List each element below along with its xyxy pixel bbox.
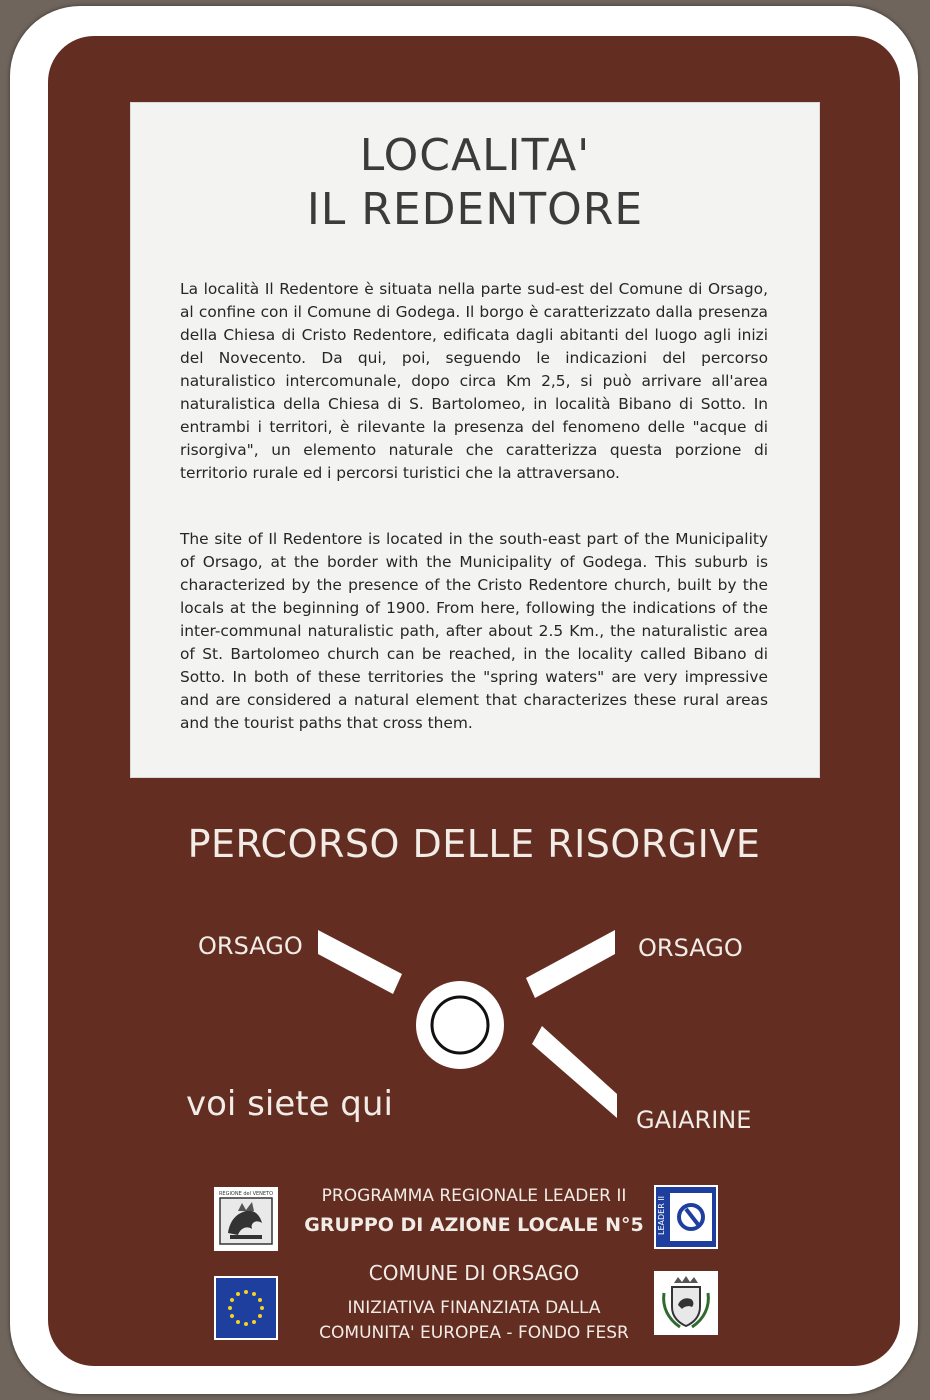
info-text-panel <box>130 102 820 778</box>
credit-gruppo: GRUPPO DI AZIONE LOCALE N°5 <box>304 1214 644 1236</box>
sign-panel <box>48 36 900 1366</box>
sign-title-line1: LOCALITA' <box>359 130 591 181</box>
route-title: PERCORSO DELLE RISORGIVE <box>187 822 761 866</box>
you-are-here-label: voi siete qui <box>186 1084 393 1124</box>
credit-iniziativa: INIZIATIVA FINANZIATA DALLA <box>347 1298 601 1318</box>
english-description: The site of Il Redentore is located in the south-east part of the Municipality of Orsago, at the border with the Municipality of Godega. This suburb is characterized by the presence of the Cristo Redentore church, built by the locals at the beginning of 1900. From here, following the indications of the inter-communal naturalistic path, after about 2.5 Km., the naturalistic area of St. Bartolomeo church can be reached, in the locality called Bibano di Sotto. In both of these territories the "spring waters" are very impressive and are considered a natural element that characterizes these rural areas and the tourist paths that cross them. <box>180 530 768 732</box>
sign-board <box>10 6 918 1394</box>
regione-veneto-logo-text: REGIONE del VENETO <box>218 1191 274 1197</box>
sign-title-line2: IL REDENTORE <box>306 184 644 235</box>
credit-programma: PROGRAMMA REGIONALE LEADER II <box>321 1186 627 1206</box>
destination-right-top: ORSAGO <box>638 934 743 962</box>
road-arm-right-top <box>526 930 615 998</box>
italian-description: La località Il Redentore è situata nella parte sud-est del Comune di Orsago, al confine con il Comune di Godega. Il borgo è caratterizzato dalla presenza della Chiesa di Cristo Redentore, edificata dagli abitanti del luogo agli inizi del Novecento. Da qui, poi, seguendo le indicazioni del percorso naturalistico intercomunale, dopo circa Km 2,5, si può arrivare all'area naturalistica della Chiesa di S. Bartolomeo, in località Bibano di Sotto. In entrambi i territori, è rilevante la presenza del fenomeno delle "acque di risorgiva", un elemento naturale che caratterizza questa porzione di territorio rurale ed i percorsi turistici che la attraversano. <box>180 280 768 482</box>
leader-logo-text: LEADER II <box>657 1195 666 1235</box>
destination-right-bottom: GAIARINE <box>636 1106 752 1134</box>
road-arm-left <box>318 930 402 994</box>
road-arm-right-bottom <box>532 1026 617 1118</box>
roundabout-ring <box>416 981 504 1069</box>
credit-comunita: COMUNITA' EUROPEA - FONDO FESR <box>319 1323 629 1343</box>
credit-comune: COMUNE DI ORSAGO <box>368 1261 580 1285</box>
destination-left: ORSAGO <box>198 932 303 960</box>
